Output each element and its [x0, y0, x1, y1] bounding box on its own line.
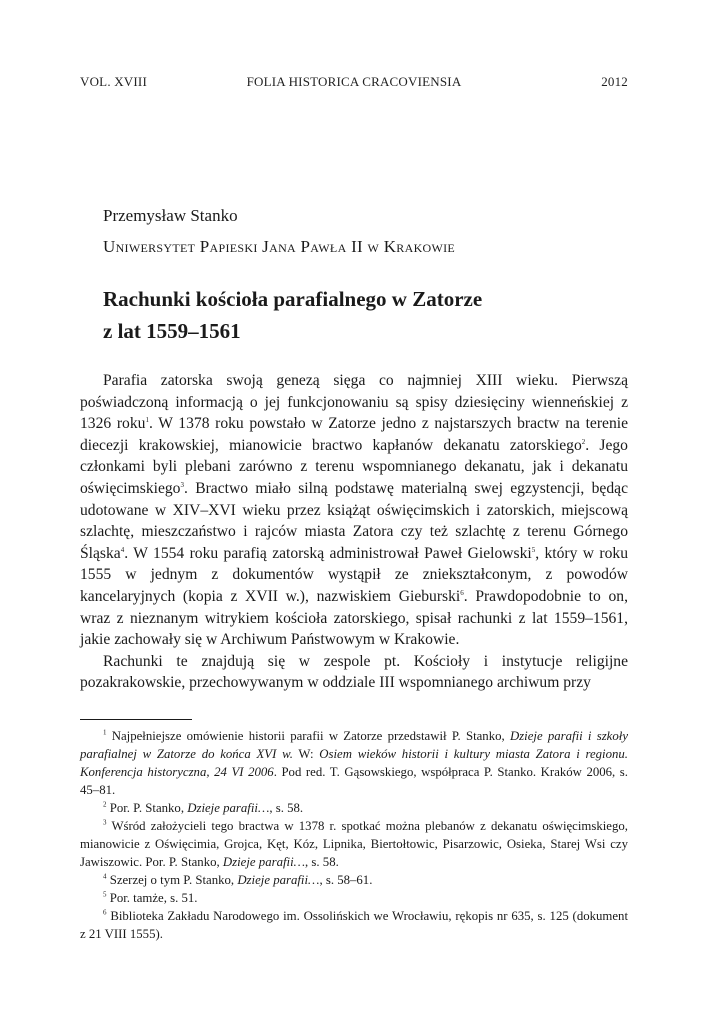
author-affiliation: Uniwersytet Papieski Jana Pawła II w Krakowie	[103, 237, 456, 256]
p1-text: Parafia zatorska swoją genezą sięga co najmniej XIII wieku. Pierwszą poświadczoną informacją o jej funkcjonowaniu są spisy dziesięciny wiennеńskiej z 1326 roku	[80, 372, 628, 433]
footnote-divider	[80, 719, 192, 720]
p1-text: . Bractwo miało silną podstawę materialną swej egzystencji, będąc udotowane w XIV–XVI wieku przez książąt oświęcimskich i zatorskich, miejscową szlachtę, mieszczaństwo i rajców miasta Zatora czy też szlachtę z terenu Górnego Śląska	[80, 479, 628, 562]
footnote-citation: Dzieje parafii i szkoły parafialnej w Zatorze do końca XVI w.	[80, 729, 628, 761]
p1-text: , który w roku 1555 w jednym z dokumentów wystąpił ze zniekształconym, z powodów kancelaryjnych (kopia z XVII w.), nazwiskiem Gieburski	[80, 544, 629, 605]
footnote-text: , s. 58.	[305, 855, 339, 869]
footnote-number: 5	[103, 890, 107, 899]
footnote-text: Biblioteka Zakładu Narodowego im. Ossolińskich we Wrocławiu, rękopis nr 635, s. 125 (dokument z 21 VIII 1555).	[80, 909, 628, 941]
footnote-4	[80, 871, 628, 889]
p1-text: . W 1554 roku parafią zatorską administrował Paweł Gielowski	[124, 544, 532, 562]
footnote-1	[80, 727, 628, 799]
footnote-text: . Pod red. T. Gąsowskiego, współpraca P. Stanko. Kraków 2006, s. 45–81.	[80, 765, 628, 797]
footnote-citation: Dzieje parafii…	[187, 801, 270, 815]
footnote-ref-3: 3	[180, 480, 184, 489]
footnote-6	[80, 907, 628, 943]
footnote-3	[80, 817, 628, 871]
article-body	[80, 370, 628, 694]
footnote-citation: Dzieje parafii…	[222, 855, 306, 869]
footnote-text: , s. 58–61.	[319, 873, 373, 887]
volume-label: VOL. XVIII	[80, 74, 147, 89]
author-name: Przemysław Stanko	[103, 206, 238, 225]
footnote-text: Por. P. Stanko,	[109, 801, 188, 815]
footnote-text: Najpełniejsze omówienie historii parafii w Zatorze przedstawił P. Stanko,	[111, 729, 510, 743]
p1-text: . Prawdopodobnie to on, wraz z nieznanym witrykiem kościoła zatorskiego, spisał rachunki z lat 1559–1561, jakie zachowały się w Archiwum Państwowym w Krakowie.	[80, 587, 628, 649]
footnote-number: 1	[103, 728, 107, 737]
title-line-2: z lat 1559–1561	[103, 319, 241, 343]
footnote-text: Por. tamże, s. 51.	[109, 891, 198, 905]
paragraph-1	[80, 370, 628, 651]
article-title	[103, 283, 563, 347]
title-line-1: Rachunki kościoła parafialnego w Zatorze	[103, 287, 483, 311]
journal-title: FOLIA HISTORICA CRACOVIENSIA	[246, 74, 462, 89]
footnote-ref-4: 4	[120, 545, 125, 554]
year-label: 2012	[601, 74, 628, 89]
footnote-5	[80, 889, 628, 907]
footnotes	[80, 727, 628, 943]
p1-text: . Jego członkami byli plebani zarówno z terenu wspomnianego dekanatu, jak i dekanatu oświęcimskiego	[80, 436, 628, 497]
footnote-number: 6	[103, 908, 107, 917]
footnote-number: 4	[103, 872, 107, 881]
footnote-2	[80, 799, 628, 817]
paragraph-2: Rachunki te znajdują się w zespole pt. Kościoły i instytucje religijne pozakrakowskie, przechowywanym w oddziale III wspomnianego archiwum przy	[80, 652, 628, 692]
footnote-ref-1: 1	[145, 416, 149, 424]
footnote-citation: Osiem wieków historii i kultury miasta Zatora i regionu. Konferencja historyczna, 24 VI 2006	[80, 747, 628, 779]
footnote-text: W:	[292, 747, 320, 761]
p1-text: . W 1378 roku powstało w Zatorze jedno z najstarszych bractw na terenie diecezji krakowskiej, mianowicie bractwo kapłanów dekanatu zatorskiego	[80, 415, 629, 454]
footnote-number: 2	[103, 800, 107, 809]
footnote-ref-5: 5	[531, 545, 536, 554]
footnote-citation: Dzieje parafii…	[237, 873, 320, 887]
footnote-ref-6: 6	[460, 588, 464, 597]
footnote-text: , s. 58.	[269, 801, 304, 815]
footnote-text: Wśród założycieli tego bractwa w 1378 r. spotkać można plebanów z dekanatu oświęcimskiego, mianowicie z Oświęcimia, Grojca, Kęt, Kóz, Lipnika, Biertołtowic, Pisarzowic, Osieka, Starej Wsi czy Jawiszowic. Por. P. Stanko,	[80, 819, 628, 869]
footnote-number: 3	[103, 818, 107, 827]
footnote-ref-2: 2	[581, 437, 586, 446]
footnote-text: Szerzej o tym P. Stanko,	[109, 873, 238, 887]
